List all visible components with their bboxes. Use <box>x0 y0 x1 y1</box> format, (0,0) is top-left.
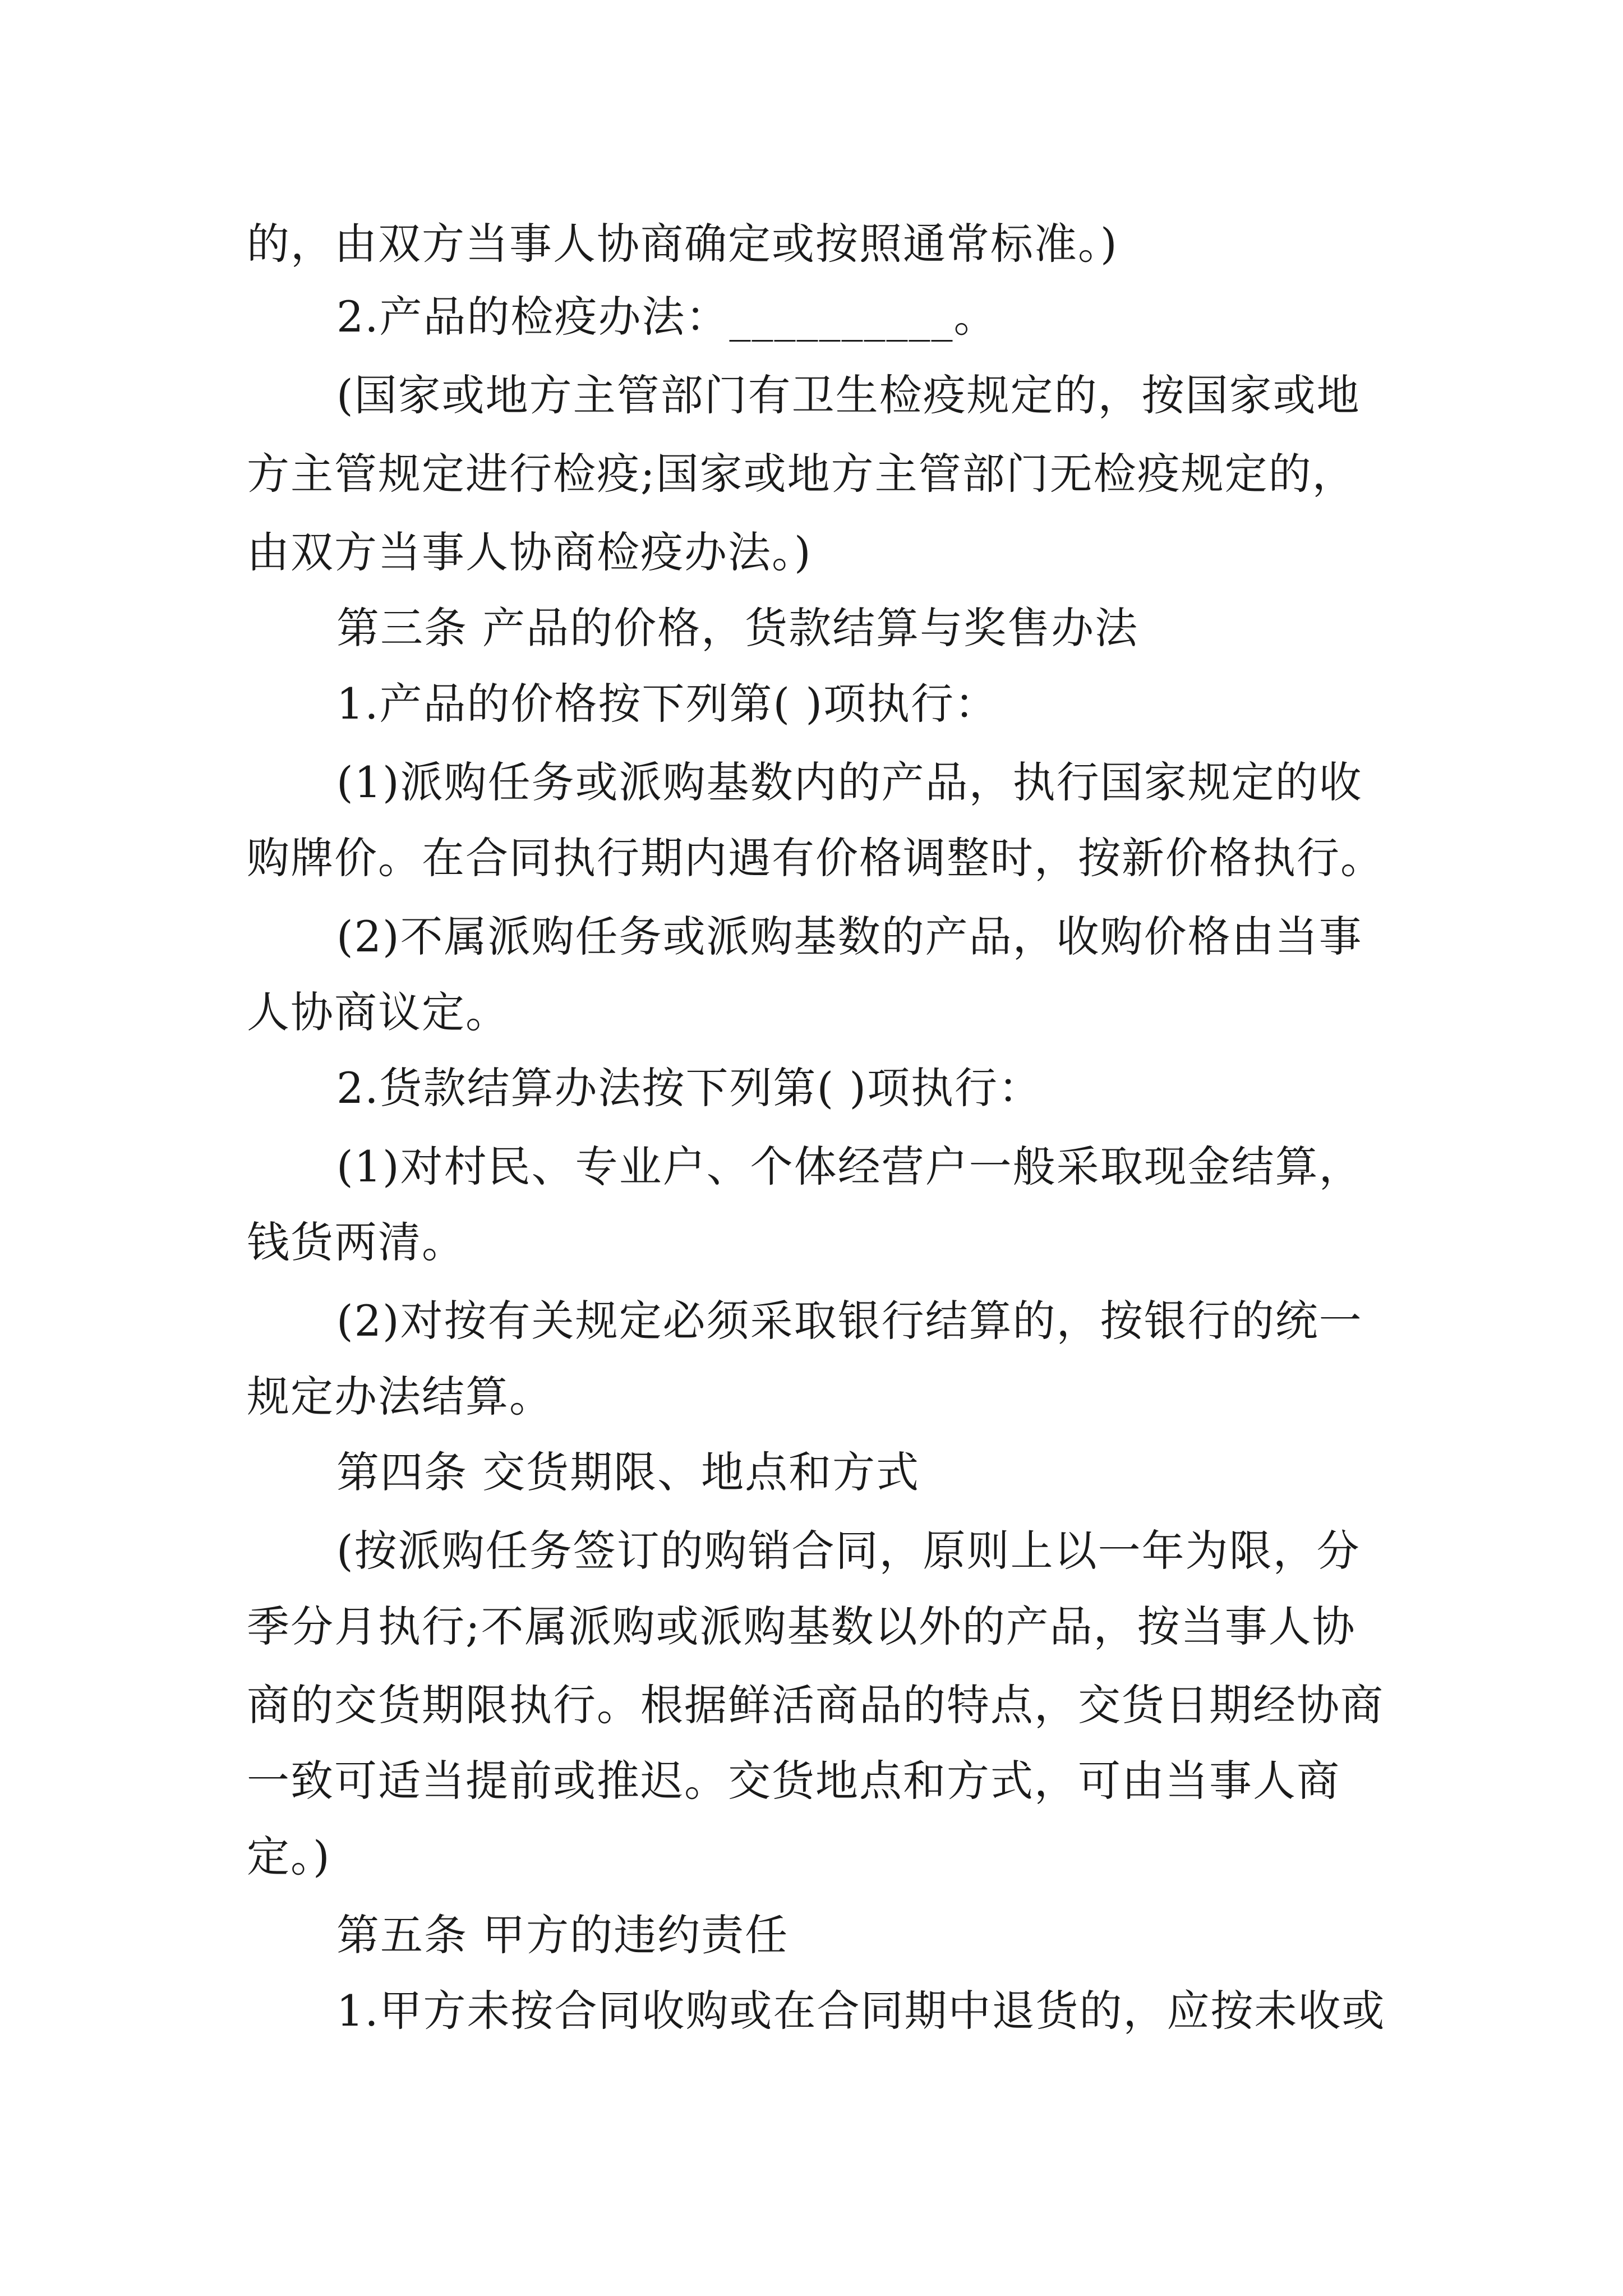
paragraph-line: (1)派购任务或派购基数内的产品，执行国家规定的收 <box>336 757 1363 807</box>
paragraph-line: 商的交货期限执行。根据鲜活商品的特点，交货日期经协商 <box>247 1680 1384 1730</box>
paragraph-line: 1.产品的价格按下列第( )项执行： <box>336 679 998 729</box>
paragraph-line: 钱货两清。 <box>247 1217 465 1267</box>
paragraph-line: (按派购任务签订的购销合同，原则上以一年为限，分 <box>336 1526 1361 1576</box>
section-heading: 第五条 甲方的违约责任 <box>336 1910 789 1960</box>
section-heading: 第三条 产品的价格，货款结算与奖售办法 <box>336 603 1139 653</box>
paragraph-line: 由双方当事人协商检疫办法。) <box>247 527 812 577</box>
paragraph-line: 1.甲方未按合同收购或在合同期中退货的，应按未收或 <box>336 1986 1386 2036</box>
paragraph-line: 规定办法结算。 <box>247 1372 553 1421</box>
paragraph-line: 一致可适当提前或推迟。交货地点和方式，可由当事人商 <box>247 1756 1340 1806</box>
paragraph-line: 人协商议定。 <box>247 987 509 1037</box>
section-heading: 第四条 交货期限、地点和方式 <box>336 1447 920 1497</box>
paragraph-line: 的，由双方当事人协商确定或按照通常标准。) <box>247 219 1118 269</box>
paragraph-line: 购牌价。在合同执行期内遇有价格调整时，按新价格执行。 <box>247 833 1384 883</box>
paragraph-line: (国家或地方主管部门有卫生检疫规定的，按国家或地 <box>336 370 1361 420</box>
paragraph-line: (2)不属派购任务或派购基数的产品，收购价格由当事 <box>336 912 1363 961</box>
paragraph-line: 季分月执行;不属派购或派购基数以外的产品，按当事人协 <box>247 1602 1356 1651</box>
paragraph-line: (1)对村民、专业户、个体经营户一般采取现金结算， <box>336 1142 1363 1191</box>
paragraph-line: 定。) <box>247 1832 331 1881</box>
paragraph-line: 2.产品的检疫办法：__________。 <box>336 292 998 342</box>
paragraph-line: 2.货款结算办法按下列第( )项执行： <box>336 1063 1042 1113</box>
paragraph-line: (2)对按有关规定必须采取银行结算的，按银行的统一 <box>336 1296 1363 1346</box>
paragraph-line: 方主管规定进行检疫;国家或地方主管部门无检疫规定的， <box>247 449 1356 499</box>
